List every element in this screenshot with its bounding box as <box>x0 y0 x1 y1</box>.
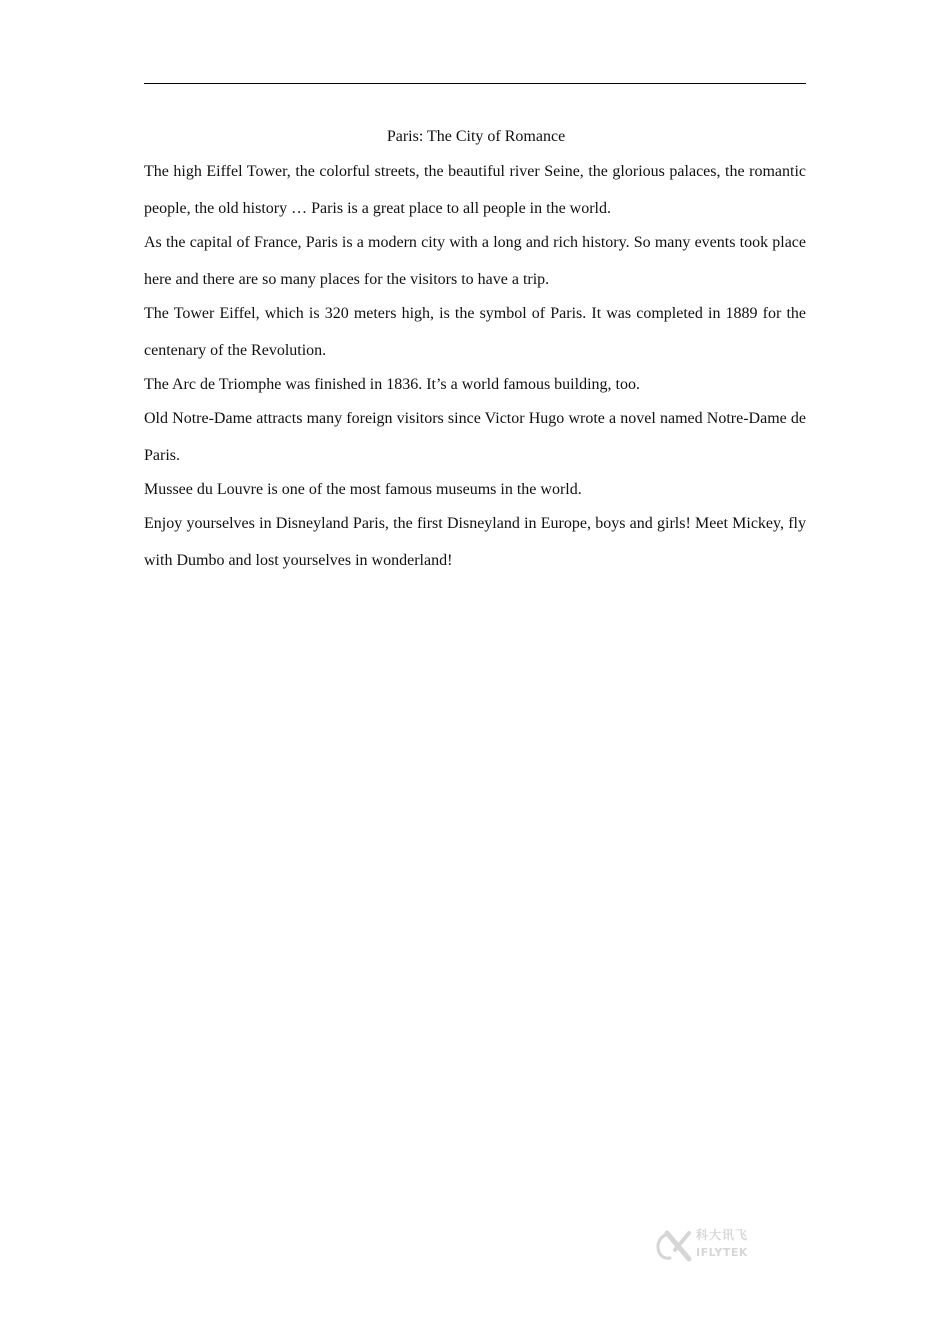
iflytek-logo-icon <box>654 1228 694 1262</box>
document-body <box>144 124 806 576</box>
header-rule <box>144 83 806 84</box>
paragraph-intro: The high Eiffel Tower, the colorful streets, the beautiful river Seine, the glorious palaces, the romantic people, the old history … Paris is a great place to all people in the world. <box>144 163 806 217</box>
iflytek-watermark <box>654 1228 769 1262</box>
paragraph-disneyland: Enjoy yourselves in Disneyland Paris, the first Disneyland in Europe, boys and girls! Meet Mickey, fly with Dumbo and lost yourselves in wonderland! <box>144 515 806 569</box>
paragraph-louvre: Mussee du Louvre is one of the most famous museums in the world. <box>144 481 582 498</box>
paragraph-capital: As the capital of France, Paris is a modern city with a long and rich history. So many events took place here and there are so many places for the visitors to have a trip. <box>144 234 806 288</box>
watermark-text <box>696 1228 770 1260</box>
watermark-chinese: 科大讯飞 <box>696 1228 749 1242</box>
document-title: Paris: The City of Romance <box>386 128 566 145</box>
watermark-english: IFLYTEK <box>696 1246 748 1259</box>
paragraph-notre-dame: Old Notre-Dame attracts many foreign visitors since Victor Hugo wrote a novel named Notre-Dame de Paris. <box>144 410 806 464</box>
paragraph-arc: The Arc de Triomphe was finished in 1836. It’s a world famous building, too. <box>144 376 640 393</box>
paragraph-eiffel: The Tower Eiffel, which is 320 meters high, is the symbol of Paris. It was completed in 1889 for the centenary of the Revolution. <box>144 305 806 359</box>
